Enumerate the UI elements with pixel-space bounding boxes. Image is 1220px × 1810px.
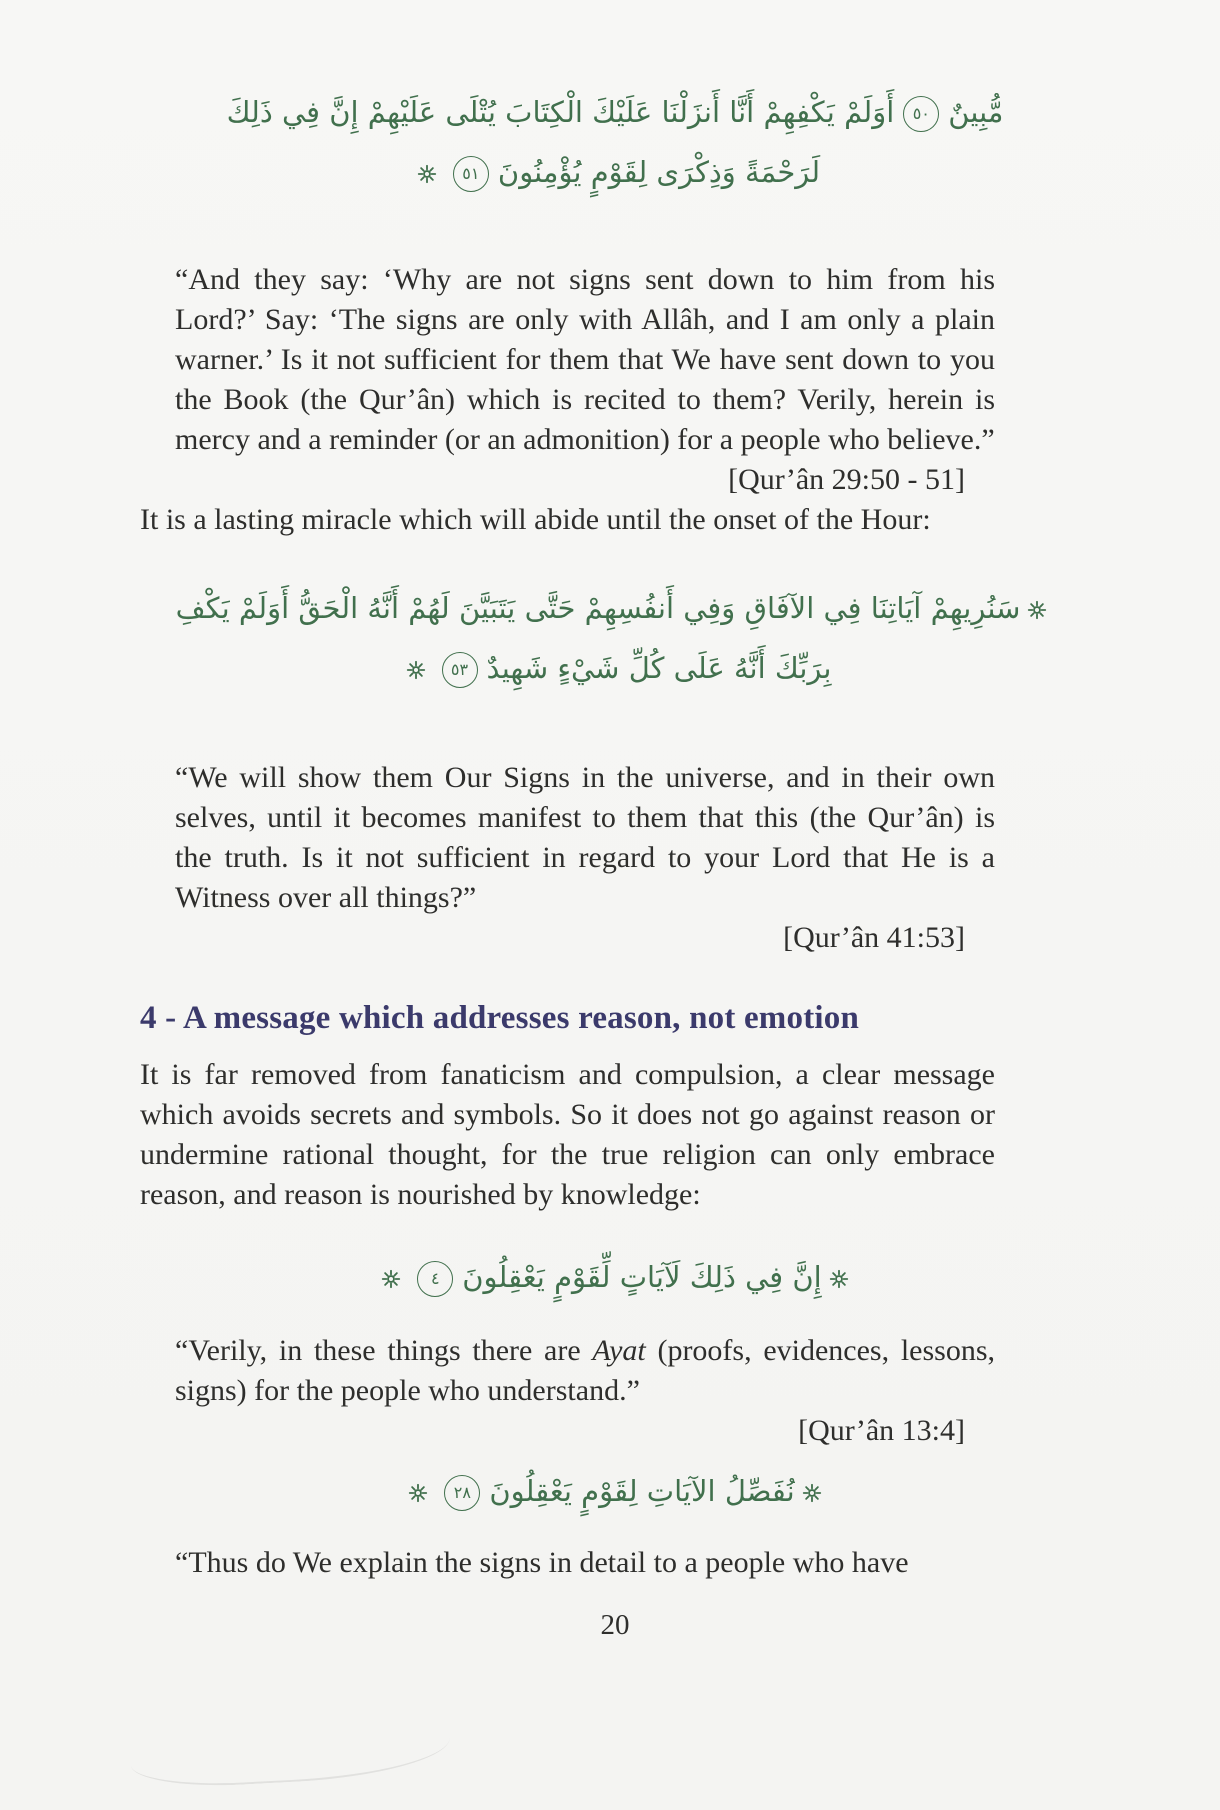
- quote-text: (proofs, evidences, lessons, signs) for the people who understand.”: [175, 1334, 995, 1407]
- verse-start-rosette-icon: [828, 1268, 850, 1290]
- translation-quote-partial: “Thus do We explain the signs in detail to a people who have: [175, 1546, 909, 1579]
- page-curl-shadow: [128, 1702, 451, 1791]
- translation-quote-41-53: “We will show them Our Signs in the universe, and in their own selves, until it becomes manifest to them that this (the Qur’ân) is the truth. Is it not sufficient in regard to your Lord that He is a Witness over all things?”: [175, 761, 995, 914]
- verse-start-rosette-icon: [1026, 599, 1048, 621]
- arabic-verse-text: إِنَّ فِي ذَلِكَ لَآيَاتٍ لِّقَوْمٍ يَعْقِلُونَ: [462, 1260, 822, 1294]
- arabic-verse-line: [140, 638, 1090, 698]
- ayah-number-badge: ٥٠: [903, 96, 939, 132]
- ayah-number-badge: ٢٨: [444, 1475, 480, 1511]
- arabic-verse-line: [140, 142, 1090, 202]
- quote-italic-term: Ayat: [592, 1334, 646, 1367]
- arabic-verse-text: لَرَحْمَةً وَذِكْرَى لِقَوْمٍ يُؤْمِنُونَ: [497, 155, 821, 189]
- page-number: 20: [600, 1609, 630, 1641]
- arabic-verse-text: أَوَلَمْ يَكْفِهِمْ أَنَّا أَنزَلْنَا عَلَيْكَ الْكِتَابَ يُتْلَى عَلَيْهِمْ إِنَّ فِي ذَلِكَ: [226, 95, 895, 129]
- verse-start-rosette-icon: [801, 1482, 823, 1504]
- arabic-verse-text: بِرَبِّكَ أَنَّهُ عَلَى كُلِّ شَيْءٍ شَهِيدٌ: [486, 651, 832, 685]
- quran-arabic-verse-29-50-51: [140, 82, 1090, 202]
- verse-end-rosette-icon: [380, 1268, 402, 1290]
- quran-citation-29-50-51: [Qur’ân 29:50 - 51]: [728, 463, 965, 496]
- quran-arabic-verse-41-53: [140, 578, 1090, 698]
- quran-citation-13-4: [Qur’ân 13:4]: [798, 1414, 965, 1447]
- arabic-verse-line: [140, 1461, 1090, 1521]
- ayah-number-badge: ٥١: [453, 156, 489, 192]
- quran-arabic-verse-13-4: [140, 1247, 1090, 1307]
- arabic-verse-line: [140, 1247, 1090, 1307]
- arabic-verse-text: سَنُرِيهِمْ آيَاتِنَا فِي الآفَاقِ وَفِي أَنفُسِهِمْ حَتَّى يَتَبَيَّنَ لَهُمْ أَنَّهُ الْحَقُّ أَوَلَمْ يَكْفِ: [175, 591, 1021, 625]
- section-heading: 4 - A message which addresses reason, not emotion: [140, 1000, 860, 1036]
- translation-quote-29-50-51: “And they say: ‘Why are not signs sent down to him from his Lord?’ Say: ‘The signs are only with Allâh, and I am only a plain warner.’ Is it not sufficient for them that We have sent down to you the Book (the Qur’ân) which is recited to them? Verily, herein is mercy and a reminder (or an admonition) for a people who believe.”: [175, 263, 995, 456]
- body-paragraph: It is far removed from fanaticism and compulsion, a clear message which avoids secrets and symbols. So it does not go against reason or undermine rational thought, for the true religion can only embrace reason, and reason is nourished by knowledge:: [140, 1058, 995, 1211]
- verse-end-rosette-icon: [416, 163, 438, 185]
- verse-end-rosette-icon: [405, 659, 427, 681]
- quran-arabic-verse-ayah-28: [140, 1461, 1090, 1521]
- verse-end-rosette-icon: [407, 1482, 429, 1504]
- ayah-number-badge: ٥٣: [442, 652, 478, 688]
- arabic-verse-text: مُّبِينٌ: [948, 95, 1004, 129]
- arabic-verse-text: نُفَصِّلُ الآيَاتِ لِقَوْمٍ يَعْقِلُونَ: [489, 1474, 795, 1508]
- quote-text: “Verily, in these things there are: [175, 1334, 593, 1367]
- translation-quote-13-4: [175, 1331, 995, 1411]
- lead-sentence: It is a lasting miracle which will abide until the onset of the Hour:: [140, 503, 931, 536]
- quran-citation-41-53: [Qur’ân 41:53]: [783, 921, 965, 954]
- arabic-verse-line: [140, 82, 1090, 142]
- arabic-verse-line: [140, 578, 1090, 638]
- ayah-number-badge: ٤: [417, 1261, 453, 1297]
